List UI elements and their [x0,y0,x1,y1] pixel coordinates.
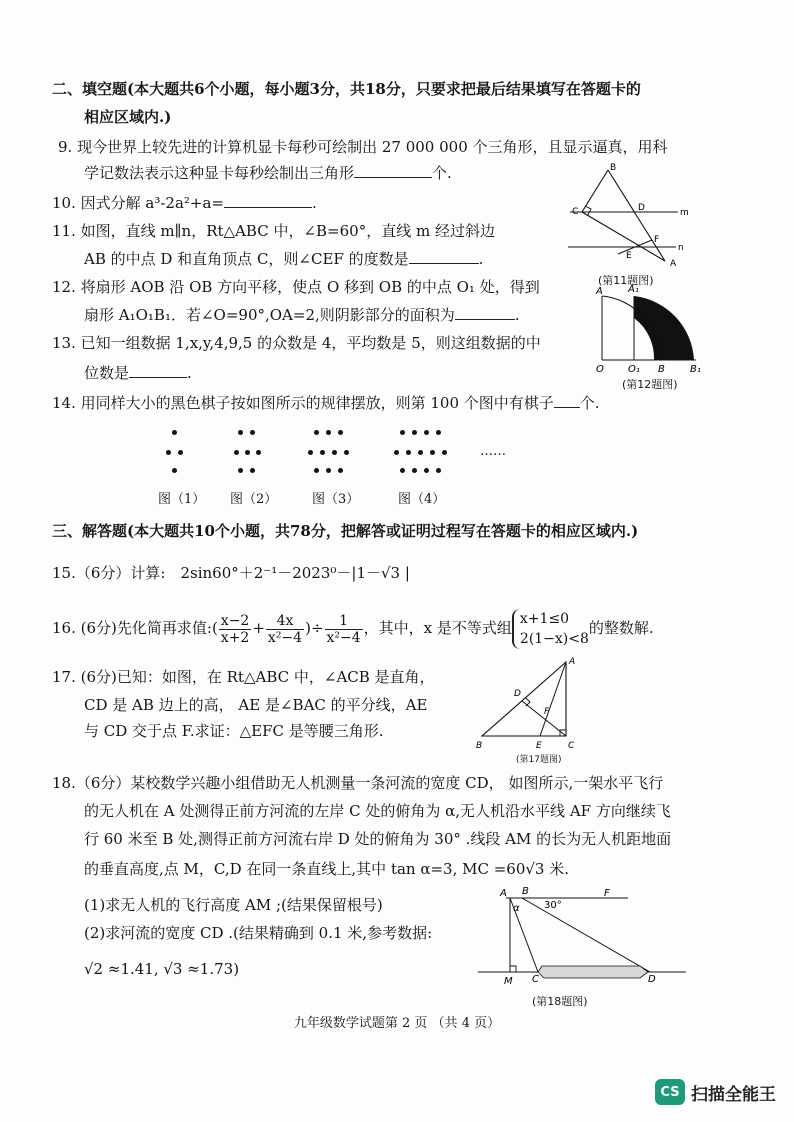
q18-label-A: A [500,888,507,899]
section2-heading-cont: 相应区域内.) [84,108,172,126]
q16-div: ÷ [310,619,324,637]
section2-heading: 二、填空题(本大题共6个小题，每小题3分，共18分，只要求把最后结果填写在答题卡的 [52,80,641,98]
q14-fig3-label: 图（3） [312,492,360,507]
q11-label-E: E [626,251,632,261]
q17-caption: (第17题图) [516,755,562,765]
camscanner-watermark [655,1079,776,1105]
q9-line1: 9. 现今世界上较先进的计算机显卡每秒可绘制出 27 000 000 个三角形，且显示逼真，用科 [58,138,668,156]
q17-line2: CD 是 AB 边上的高， AE 是∠BAC 的平分线，AE [84,696,428,714]
q11-line2 [84,248,483,270]
q11-label-C: C [572,207,579,217]
q12-line2-end: . [514,306,520,324]
q12-label-O1: O₁ [628,364,640,375]
q16-prefix: 16. (6分)先化简再求值: [52,619,212,637]
q14-fig2-label: 图（2） [230,492,278,507]
q16-frac1 [219,613,252,646]
q9-line2-end: 个. [432,164,452,182]
q10 [52,192,317,214]
stone [412,430,417,435]
q16-frac2-den: x²−4 [267,629,303,646]
q11-label-D: D [638,203,645,213]
q17-label-D: D [514,689,521,699]
q12-label-A: A [596,286,603,297]
stone [332,450,337,455]
q13-line2 [84,362,192,384]
q16-mid: ，其中，x 是不等式组 [363,619,512,637]
q16-ineq1: x+1≤0 [519,611,570,627]
q12-label-B1: B₁ [690,364,701,375]
stone [166,450,171,455]
q15: 15.（6分）计算: 2sin60°＋2⁻¹－2023⁰－|1－√3 | [52,564,410,582]
q9-answer-blank [354,163,432,178]
q11-line2-text: AB 的中点 D 和直角顶点 C，则∠CEF 的度数是 [84,250,409,268]
camscanner-logo-icon: CS [655,1079,685,1105]
stone [344,450,349,455]
q12-caption: (第12题图) [622,378,678,391]
q17-label-B: B [476,741,483,751]
q10-end: . [312,194,317,212]
q9-line2 [84,162,452,184]
q14-ellipsis: …… [480,444,506,459]
q16-frac2-num: 4x [266,613,304,630]
camscanner-logo-text: 扫描全能王 [691,1084,776,1105]
q14-fig1-label: 图（1） [158,492,206,507]
q18-label-alpha: α [513,903,520,914]
stone [314,430,319,435]
q18-figure [478,884,688,990]
q16-frac3-den: x²−4 [326,629,361,646]
q11-label-n: n [678,243,684,253]
stone [320,450,325,455]
stone [436,430,441,435]
stone [338,468,343,473]
q18-label-30deg: 30° [544,900,562,911]
q16-frac1-num: x−2 [220,612,250,629]
q14-text-end: 个. [579,394,600,412]
stone [430,450,435,455]
q11-answer-blank [409,249,479,264]
stone [400,468,405,473]
q12-label-B: B [658,364,665,375]
q18-line2: 的无人机在 A 处测得正前方河流的左岸 C 处的俯角为 α,无人机沿水平线 AF 方向继续飞 [84,802,671,820]
q14-text-main: 14. 用同样大小的黑色棋子按如图所示的规律摆放，则第 100 个图中有棋子 [52,394,554,412]
q18-label-C: C [532,974,539,985]
stone [442,450,447,455]
q17-label-C: C [568,741,575,751]
q14-fig2 [234,430,264,478]
q18-label-B: B [522,886,529,897]
q11-label-F: F [654,235,660,245]
q13-line2-end: . [187,364,192,382]
q13-line1: 13. 已知一组数据 1,x,y,4,9,5 的众数是 4，平均数是 5，则这组数据的中 [52,334,541,352]
page-footer: 九年级数学试题第 2 页 （共 4 页） [293,1016,501,1031]
q17-figure [474,656,584,756]
q11-label-m: m [680,208,689,218]
stone [308,450,313,455]
stone [234,450,239,455]
q17-line3: 与 CD 交于点 F.求证：△EFC 是等腰三角形. [84,722,384,740]
q10-answer-blank [224,193,312,208]
stone [256,450,261,455]
section3-heading: 三、解答题(本大题共10个小题，共78分，把解答或证明过程写在答题卡的相应区域内.) [52,522,639,540]
q16-frac2 [266,613,304,646]
q18-line4: 的垂直高度,点 M，C,D 在同一条直线上,其中 tan α=3, MC =60√3 米. [84,860,570,878]
q14-answer-blank [554,393,580,408]
q17-label-A: A [569,657,576,667]
q14-fig4 [394,430,454,478]
q11-figure [560,160,690,270]
stone [245,450,250,455]
stone [424,468,429,473]
q14-fig3 [308,430,358,478]
q18-label-F: F [604,888,610,899]
q18-label-M: M [504,976,513,987]
q17-label-F: F [544,707,550,717]
q18-label-D: D [648,974,656,985]
stone [326,468,331,473]
q11-label-A: A [670,259,677,269]
q16-frac1-den: x+2 [220,629,250,646]
q11-label-B: B [610,163,617,173]
stone [172,430,177,435]
q10-text: 10. 因式分解 a³-2a²+a= [52,194,224,212]
stone [338,430,343,435]
q13-answer-blank [129,363,187,378]
stone [418,450,423,455]
q18-sub3: √2 ≈1.41, √3 ≈1.73) [84,960,240,978]
stone [412,468,417,473]
q16-frac3 [325,613,363,646]
stone [250,468,255,473]
q14-fig4-label: 图（4） [398,492,446,507]
q18-caption: (第18题图) [532,995,588,1008]
q11-line2-end: . [478,250,484,268]
stone [400,430,405,435]
q12-line1: 12. 将扇形 AOB 沿 OB 方向平移，使点 O 移到 OB 的中点 O₁ 处，得到 [52,278,540,296]
q12-figure [592,282,712,382]
q18-line3: 行 60 米至 B 处,测得正前方河流右岸 D 处的俯角为 30° .线段 AM 的长为无人机距地面 [84,830,672,848]
q16-plus: + [252,619,265,637]
stone [406,450,411,455]
q12-label-O: O [596,364,604,375]
stone [238,468,243,473]
q14-fig1 [166,430,186,478]
q12-label-A1: A₁ [628,284,639,295]
stone [436,468,441,473]
stone [424,430,429,435]
q12-answer-blank [455,305,515,320]
q12-line2-text: 扇形 A₁O₁B₁．若∠O=90°,OA=2,则阴影部分的面积为 [84,306,455,324]
q16-frac3-num: 1 [325,613,363,630]
stone [172,468,177,473]
q14-text [52,392,600,414]
stone [326,430,331,435]
q11-caption: (第11题图) [598,274,654,287]
q18-line1: 18.（6分）某校数学兴趣小组借助无人机测量一条河流的宽度 CD， 如图所示,一架水平飞行 [52,774,664,792]
q11-line1: 11. 如图，直线 m∥n，Rt△ABC 中，∠B=60°，直线 m 经过斜边 [52,222,495,240]
stone [178,450,183,455]
stone [314,468,319,473]
q9-line2-text: 学记数法表示这种显卡每秒绘制出三角形 [84,164,355,182]
stone [250,430,255,435]
q16-ineq2: 2(1−x)<8 [519,631,589,647]
q18-sub2: (2)求河流的宽度 CD .(结果精确到 0.1 米,参考数据: [84,924,433,942]
q16-inequality-system [512,609,589,649]
q17-line1: 17. (6分)已知：如图，在 Rt△ABC 中，∠ACB 是直角， [52,668,435,686]
q16-suffix: 的整数解. [588,619,654,637]
q16: 16. (6分)先化简再求值:( $\frac{x-2}{x+2}$ + $\frac{4x}{\text{x²−4}}$ )÷ $\frac{1}{\text{x²−4}}$ ，其中，x 是不等式组 x+1≤0 2(1−x)<8 的整数解. [52,611,654,647]
stone [394,450,399,455]
q13-line2-text: 位数是 [84,364,130,382]
q12-line2 [84,304,520,326]
q18-sub1: (1)求无人机的飞行高度 AM ;(结果保留根号) [84,896,383,914]
stone [238,430,243,435]
q17-label-E: E [536,741,542,751]
